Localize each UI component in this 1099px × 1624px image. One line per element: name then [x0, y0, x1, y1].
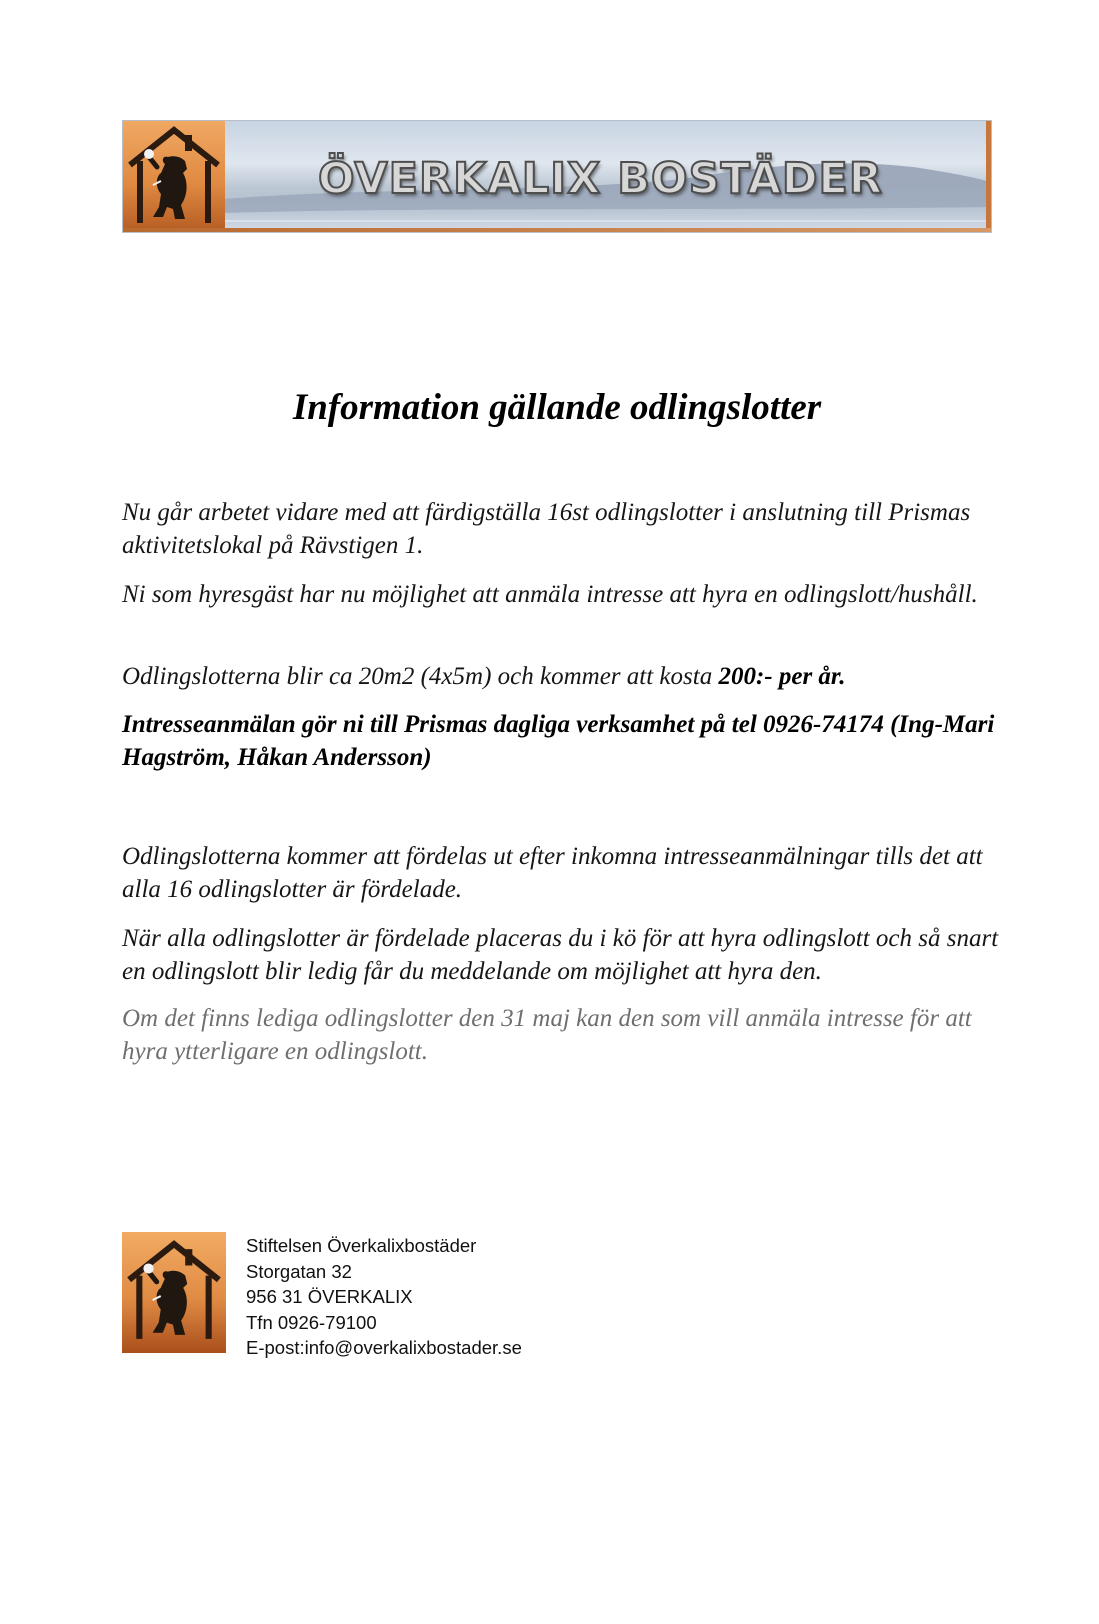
footer-phone: Tfn 0926-79100 — [246, 1311, 377, 1333]
paragraph-queue: När alla odlingslotter är fördelade placeras du i kö för att hyra odlingslott och så snart en odlingslott blir ledig får du meddelande om möjlighet att hyra den. — [122, 925, 999, 985]
footer-street: Storgatan 32 — [246, 1260, 352, 1282]
paragraph-interest: Ni som hyresgäst har nu möjlighet att anmäla intresse att hyra en odlingslott/hushåll. — [122, 581, 978, 608]
house-bear-logo-icon — [122, 1232, 226, 1353]
banner-right-border — [986, 121, 991, 233]
price-text: Odlingslotterna blir ca 20m2 (4x5m) och kommer att kosta — [122, 663, 719, 690]
header-banner — [122, 120, 992, 233]
paragraph-price — [122, 660, 1002, 693]
paragraph-distribution: Odlingslotterna kommer att fördelas ut efter inkomna intresseanmälningar tills det att alla 16 odlingslotter är fördelade. — [122, 843, 983, 903]
house-bear-logo-icon — [123, 121, 225, 233]
banner-bottom-border — [123, 228, 992, 232]
brand-name: ÖVERKALIX BOSTÄDER — [318, 154, 884, 204]
paragraph-intro: Nu går arbetet vidare med att färdigställa 16st odlingslotter i anslutning till Prismas aktivitetslokal på Rävstigen 1. — [122, 499, 971, 559]
footer-address — [246, 1233, 666, 1361]
footer-org: Stiftelsen Överkalixbostäder — [246, 1235, 477, 1256]
page-title: Information gällande odlingslotter — [292, 387, 822, 428]
price-value: 200:- per år. — [718, 663, 846, 690]
paragraph-contact: Intresseanmälan gör ni till Prismas dagliga verksamhet på tel 0926-74174 (Ing-Mari Hagström, Håkan Andersson) — [122, 711, 995, 771]
paragraph-extra-lot: Om det finns lediga odlingslotter den 31 maj kan den som vill anmäla intresse för att hyra ytterligare en odlingslott. — [122, 1005, 972, 1065]
footer-email: E-post:info@overkalixbostader.se — [246, 1337, 522, 1359]
footer-postal: 956 31 ÖVERKALIX — [246, 1286, 413, 1308]
